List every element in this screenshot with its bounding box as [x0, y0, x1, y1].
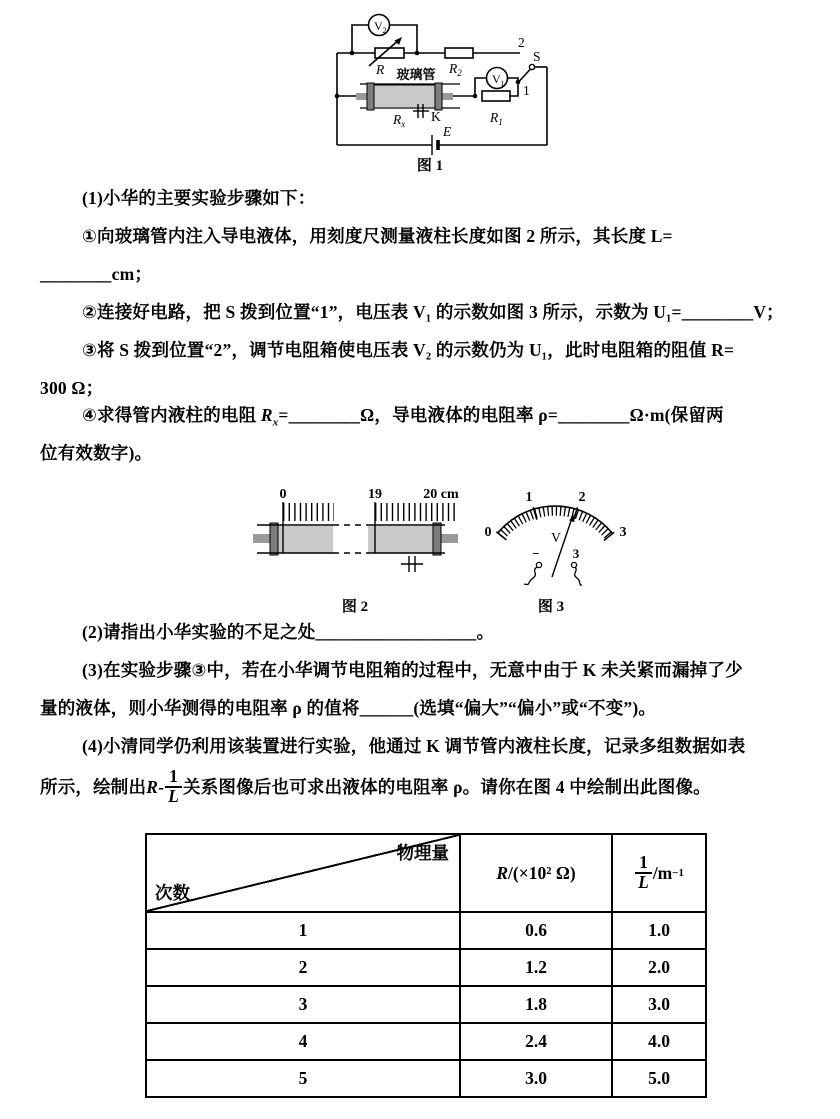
table-corner-cell	[146, 834, 460, 912]
rx-label: $R_x$	[393, 112, 406, 129]
cell-resistance: 0.6	[460, 912, 612, 949]
position-2-label: 2	[518, 35, 525, 50]
step1-line2: ________cm；	[40, 264, 153, 284]
q4-line1: (4)小清同学仍利用该装置进行实验，他通过 K 调节管内液柱长度，记录多组数据如表	[82, 736, 746, 756]
glass-tube	[356, 67, 460, 129]
cell-inverse-length: 2.0	[612, 949, 706, 986]
column-header-resistance: R/(×10² Ω)	[460, 834, 612, 912]
cell-inverse-length: 3.0	[612, 986, 706, 1023]
q3-line2: 量的液体，则小华测得的电阻率 ρ 的值将______(选填“偏大”“偏小”或“不变”)。	[40, 698, 657, 718]
voltmeter-v1	[487, 68, 508, 89]
dial-tick-0: 0	[484, 525, 492, 540]
tube-pin-left	[356, 93, 367, 100]
cell-resistance: 1.2	[460, 949, 612, 986]
tube2-cap-left	[270, 523, 278, 555]
corner-label-quantity: 物理量	[396, 843, 449, 863]
tube2-pin-right	[441, 534, 458, 543]
dial-tick-3: 3	[619, 525, 627, 540]
terminal-negative-wire	[524, 567, 537, 585]
clamp-k-label: K	[431, 109, 441, 124]
table-row	[146, 912, 706, 949]
cell-trial: 2	[146, 949, 460, 986]
step3-line2: 300 Ω；	[40, 378, 104, 398]
terminal-range-label: 3	[572, 546, 580, 561]
ruler-mark-19: 19	[368, 487, 382, 502]
ruler-mark-0: 0	[279, 487, 287, 502]
table-row	[146, 1023, 706, 1060]
q2-line: (2)请指出小华实验的不足之处__________________。	[82, 622, 495, 642]
q1-intro: (1)小华的主要实验步骤如下：	[82, 188, 316, 208]
q3-line1: (3)在实验步骤③中，若在小华调节电阻箱的过程中，无意中由于 K 未关紧而漏掉了少	[82, 660, 743, 680]
figure-1-caption: 图 1	[416, 158, 444, 174]
cell-resistance: 2.4	[460, 1023, 612, 1060]
cell-inverse-length: 1.0	[612, 912, 706, 949]
tube2-cap-right	[433, 523, 441, 555]
tube-pin-right	[442, 93, 453, 100]
terminal-range-3	[571, 546, 582, 585]
battery-e-label: E	[443, 124, 452, 139]
column-header-inverse-length: $\frac{1}{L}$ /m −1	[612, 834, 706, 912]
terminal-negative-label: −	[532, 546, 540, 561]
dial-tick-2: 2	[578, 490, 586, 505]
tube2-pin-left	[253, 534, 270, 543]
ruler-mark-20: 20 cm	[423, 487, 459, 502]
voltmeter-v2	[369, 15, 390, 36]
table-row	[146, 986, 706, 1023]
tube-cap-left	[367, 83, 374, 110]
dial-unit-label: V	[551, 530, 561, 545]
cell-trial: 3	[146, 986, 460, 1023]
voltmeter-v2-label: $V_2$	[374, 19, 387, 35]
data-table	[145, 833, 707, 1098]
cell-inverse-length: 5.0	[612, 1060, 706, 1097]
corner-label-trial: 次数	[155, 883, 190, 903]
resistor-r1	[482, 91, 510, 127]
step3-line1: ③将 S 拨到位置“2”，调节电阻箱使电压表 V₂ 的示数仍为 U₁，此时电阻箱的阻值 R=	[82, 340, 735, 360]
step1-line1: ①向玻璃管内注入导电液体，用刻度尺测量液柱长度如图 2 所示，其长度 L=	[82, 226, 673, 246]
cell-resistance: 1.8	[460, 986, 612, 1023]
cell-trial: 1	[146, 912, 460, 949]
cell-trial: 5	[146, 1060, 460, 1097]
voltmeter-v1-label: $V_1$	[492, 72, 505, 88]
step4-line2: 位有效数字)。	[40, 443, 153, 463]
terminal-negative	[524, 546, 542, 585]
table-row	[146, 1060, 706, 1097]
battery-e	[432, 124, 452, 155]
glass-tube-label: 玻璃管	[396, 67, 436, 82]
position-1-label: 1	[523, 83, 530, 98]
switch-s-label: S	[533, 49, 541, 64]
cell-inverse-length: 4.0	[612, 1023, 706, 1060]
dial-tick-1: 1	[525, 490, 533, 505]
tube-cap-right	[435, 83, 442, 110]
figure-2-ruler	[245, 485, 465, 615]
rheostat-r-label: R	[376, 62, 385, 77]
dial-needle	[552, 515, 575, 578]
table-row	[146, 949, 706, 986]
figure-2-caption: 图 2	[341, 599, 369, 615]
figure-3-caption: 图 3	[537, 599, 565, 615]
step4-line1: ④求得管内液柱的电阻 $R_x=\_\_\_\_\_\_\_\_\Omega$，导电液体的电阻率 ρ=________Ω·m(保留两	[82, 405, 724, 429]
cell-resistance: 3.0	[460, 1060, 612, 1097]
table-header-row	[146, 834, 706, 912]
clamp-on-tube	[401, 556, 423, 572]
figure-3-voltmeter	[478, 485, 643, 615]
terminal-range-wire	[575, 567, 582, 585]
resistor-r2-label: $R_2$	[449, 61, 462, 78]
q4-line2: 所示，绘制出 R - $\frac{1}{L}$ 关系图像后也可求出液体的电阻率 ρ。请你在图 4 中绘制出此图像。	[40, 766, 711, 806]
cell-trial: 4	[146, 1023, 460, 1060]
resistor-r1-label: $R_1$	[490, 110, 503, 127]
resistor-r2	[445, 48, 473, 78]
step2-line: ②连接好电路，把 S 拨到位置“1”，电压表 V₁ 的示数如图 3 所示，示数为 U₁=________V；	[82, 302, 784, 322]
figure-1-circuit	[320, 5, 560, 177]
